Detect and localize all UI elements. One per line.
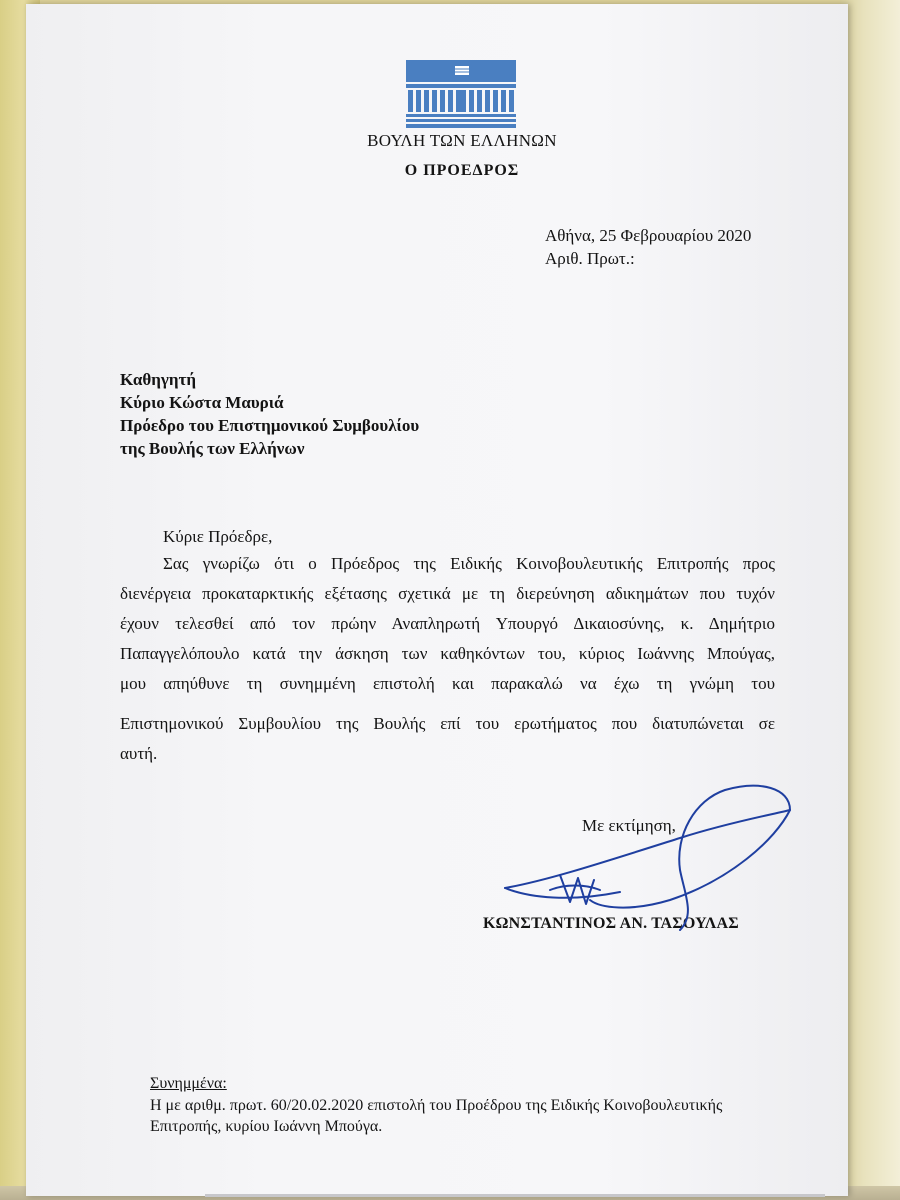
attachments-label: Συνημμένα: — [150, 1075, 227, 1092]
folder-edge-right — [840, 0, 900, 1200]
office-title: Ο ΠΡΟΕΔΡΟΣ — [404, 162, 520, 179]
body-line: Επιστημονικού Συμβουλίου της Βουλής επί του ερωτήματος που διατυπώνεται σε — [120, 714, 775, 733]
page-edge-line — [205, 1194, 825, 1197]
attachments-text: Η με αριθμ. πρωτ. 60/20.02.2020 επιστολή του Προέδρου της Ειδικής Κοινοβουλευτικής Επιτροπής, κυρίου Ιωάννη Μπούγα. — [150, 1097, 723, 1135]
institution-name: ΒΟΥΛΗ ΤΩΝ ΕΛΛΗΝΩΝ — [367, 131, 557, 150]
body-line: Σας γνωρίζω ότι ο Πρόεδρος της Ειδικής Κοινοβουλευτικής Επιτροπής προς — [163, 554, 775, 573]
body-line: μου απηύθυνε τη συνημμένη επιστολή και παρακαλώ να έχω τη γνώμη του — [120, 674, 775, 693]
body-line: διενέργεια προκαταρκτικής εξέτασης σχετικά με τη διερεύνηση αδικημάτων που τυχόν — [120, 584, 775, 603]
closing: Με εκτίμηση, — [582, 816, 676, 835]
signature-icon — [490, 780, 800, 940]
signatory-name: ΚΩΝΣΤΑΝΤΙΝΟΣ ΑΝ. ΤΑΣΟΥΛΑΣ — [483, 915, 739, 932]
body-line: Παπαγγελόπουλο κατά την άσκηση των καθηκόντων του, κύριος Ιωάννης Μπούγας, — [120, 644, 775, 663]
addressee-line: Πρόεδρο του Επιστημονικού Συμβουλίου — [120, 416, 420, 435]
body-line: έχουν τελεσθεί από τον πρώην Αναπληρωτή Υπουργό Δικαιοσύνης, κ. Δημήτριο — [120, 614, 775, 633]
addressee-line: Κύριο Κώστα Μαυριά — [120, 393, 284, 412]
protocol-number: Αριθ. Πρωτ.: — [545, 249, 635, 268]
parliament-building-icon — [406, 60, 516, 130]
letter-date: Αθήνα, 25 Φεβρουαρίου 2020 — [545, 226, 752, 245]
body-line: αυτή. — [120, 744, 158, 763]
salutation: Κύριε Πρόεδρε, — [163, 527, 273, 546]
addressee-line: Καθηγητή — [120, 370, 197, 389]
addressee-line: της Βουλής των Ελλήνων — [120, 439, 305, 458]
